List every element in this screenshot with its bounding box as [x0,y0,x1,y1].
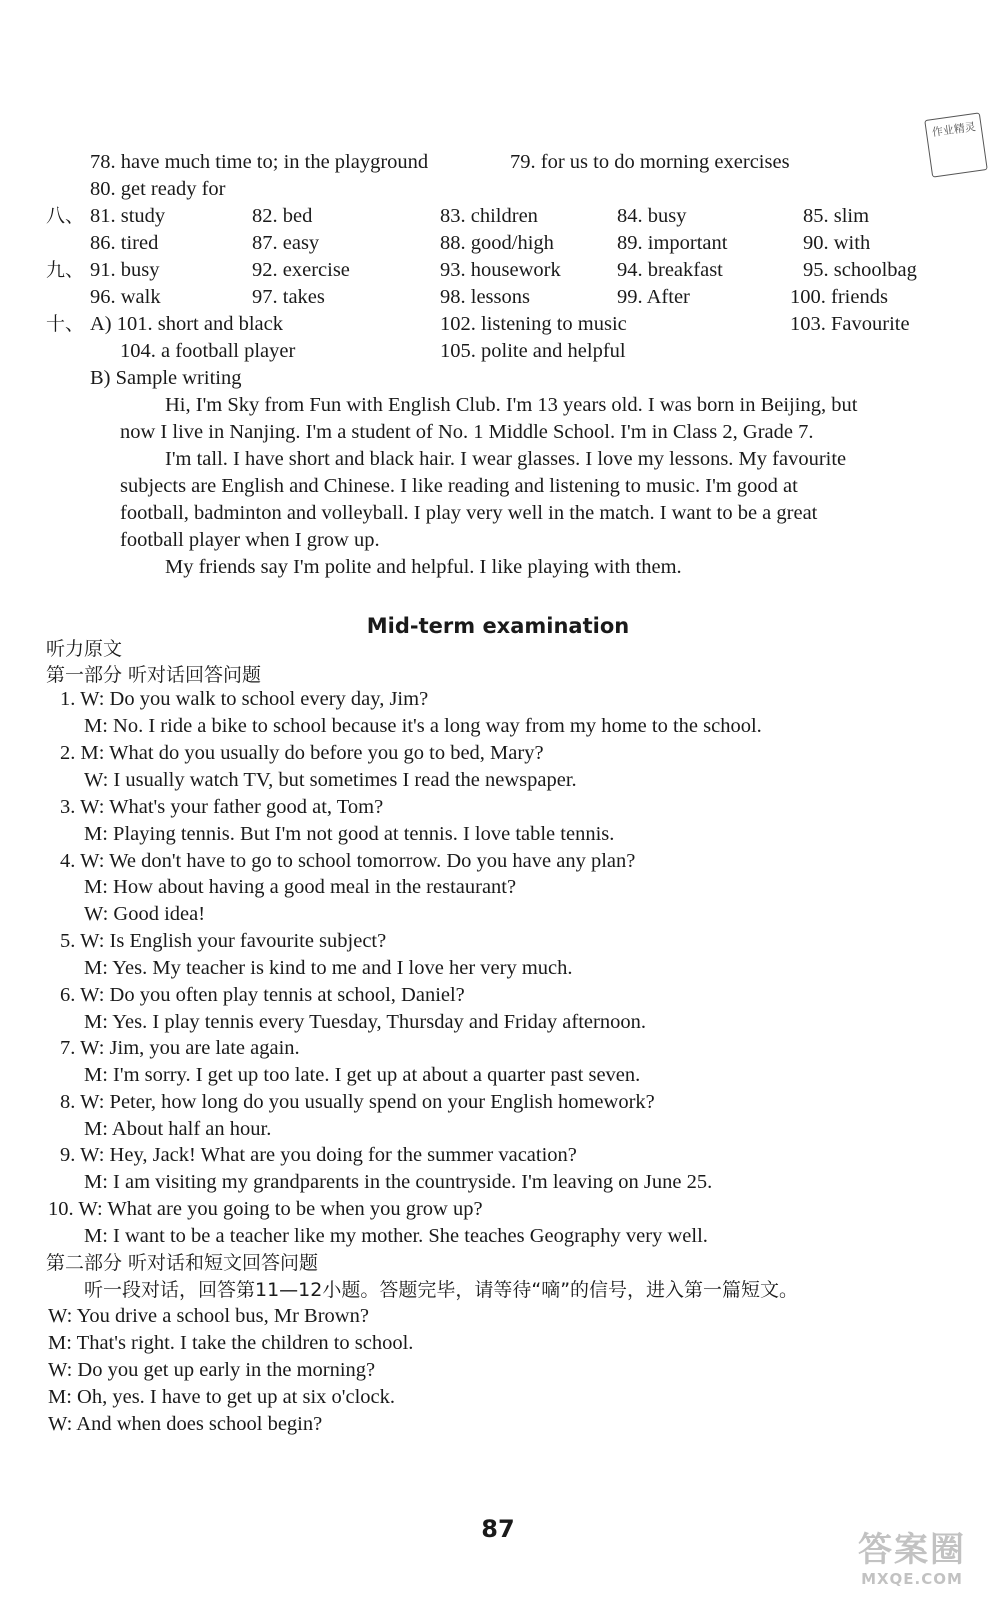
answer-104: 104. a football player [120,340,296,362]
answer-cell: 95. schoolbag [803,259,917,281]
writing-line: I'm tall. I have short and black hair. I wear glasses. I love my lessons. My favourite [165,448,847,470]
dialogue-line: 8. W: Peter, how long do you usually spend on your English homework? [60,1091,655,1113]
answer-cell: 86. tired [90,232,159,254]
dialogue-line: M: No. I ride a bike to school because it's a long way from my home to the school. [84,715,762,737]
dialogue-line: 2. M: What do you usually do before you go to bed, Mary? [60,742,544,764]
section-heading: Mid-term examination [366,614,630,638]
dialogue-line: 9. W: Hey, Jack! What are you doing for the summer vacation? [60,1144,577,1166]
dialogue-line: M: I'm sorry. I get up too late. I get up at about a quarter past seven. [84,1064,641,1086]
dialogue-line: 10. W: What are you going to be when you grow up? [48,1198,483,1220]
dialogue-line: W: Good idea! [84,903,206,925]
watermark-logo [842,1530,982,1590]
answer-105: 105. polite and helpful [440,340,626,362]
answer-cell: 91. busy [90,259,160,281]
dialogue-line: W: I usually watch TV, but sometimes I read the newspaper. [84,769,577,791]
answer-cell: 87. easy [252,232,320,254]
dialogue-line: W: And when does school begin? [48,1413,323,1435]
watermark-top: 答案圈 [858,1530,966,1570]
dialogue-line: M: I am visiting my grandparents in the countryside. I'm leaving on June 25. [84,1171,713,1193]
answer-cell: 81. study [90,205,166,227]
transcript-label: 听力原文 [46,638,123,660]
dialogue-line: 5. W: Is English your favourite subject? [60,930,387,952]
dialogue-line: 4. W: We don't have to go to school tomorrow. Do you have any plan? [60,850,636,872]
answer-cell: 90. with [803,232,871,254]
dialogue-line: 6. W: Do you often play tennis at school, Daniel? [60,984,465,1006]
sample-writing-label: B) Sample writing [90,367,242,389]
dialogue-line: W: You drive a school bus, Mr Brown? [48,1305,369,1327]
watermark-bottom: MXQE.COM [861,1570,963,1588]
answer-79: 79. for us to do morning exercises [510,151,790,173]
answer-cell: 100. friends [790,286,888,308]
answer-cell: 94. breakfast [617,259,723,281]
writing-line: Hi, I'm Sky from Fun with English Club. I'm 13 years old. I was born in Beijing, but [165,394,858,416]
dialogue-line: W: Do you get up early in the morning? [48,1359,376,1381]
part-2-instruction: 听一段对话，回答第11—12小题。答题完毕，请等待“嘀”的信号，进入第一篇短文。 [84,1279,799,1301]
writing-line: football, badminton and volleyball. I play very well in the match. I want to be a great [120,502,818,524]
answer-cell: 88. good/high [440,232,554,254]
dialogue-line: M: How about having a good meal in the restaurant? [84,876,517,898]
page-number: 87 [481,1515,515,1543]
answer-cell: 97. takes [252,286,325,308]
answer-101: A) 101. short and black [90,313,283,335]
section-10-label: 十、 [46,313,85,335]
part-1-title: 第一部分 听对话回答问题 [46,664,262,686]
answer-78: 78. have much time to; in the playground [90,151,429,173]
stamp-seal: 作业精灵 [924,112,988,177]
dialogue-line: M: That's right. I take the children to school. [48,1332,414,1354]
answer-cell: 82. bed [252,205,313,227]
answer-cell: 99. After [617,286,690,308]
dialogue-line: 7. W: Jim, you are late again. [60,1037,300,1059]
answer-80: 80. get ready for [90,178,226,200]
dialogue-line: M: Oh, yes. I have to get up at six o'clock. [48,1386,395,1408]
answer-103: 103. Favourite [790,313,910,335]
writing-line: My friends say I'm polite and helpful. I like playing with them. [165,556,682,578]
answer-cell: 89. important [617,232,728,254]
answer-cell: 98. lessons [440,286,530,308]
writing-line: football player when I grow up. [120,529,380,551]
answer-102: 102. listening to music [440,313,627,335]
dialogue-line: M: Yes. My teacher is kind to me and I love her very much. [84,957,573,979]
part-2-title: 第二部分 听对话和短文回答问题 [46,1252,319,1274]
answer-cell: 85. slim [803,205,870,227]
dialogue-line: 1. W: Do you walk to school every day, Jim? [60,688,429,710]
section-9-label: 九、 [46,259,85,281]
writing-line: now I live in Nanjing. I'm a student of No. 1 Middle School. I'm in Class 2, Grade 7. [120,421,814,443]
answer-cell: 92. exercise [252,259,350,281]
dialogue-line: M: I want to be a teacher like my mother. She teaches Geography very well. [84,1225,708,1247]
answer-cell: 93. housework [440,259,561,281]
dialogue-line: M: About half an hour. [84,1118,272,1140]
dialogue-line: 3. W: What's your father good at, Tom? [60,796,384,818]
answer-cell: 96. walk [90,286,161,308]
answer-cell: 84. busy [617,205,687,227]
writing-line: subjects are English and Chinese. I like reading and listening to music. I'm good at [120,475,798,497]
answer-cell: 83. children [440,205,538,227]
dialogue-line: M: Playing tennis. But I'm not good at tennis. I love table tennis. [84,823,615,845]
section-8-label: 八、 [46,205,85,227]
dialogue-line: M: Yes. I play tennis every Tuesday, Thursday and Friday afternoon. [84,1011,646,1033]
